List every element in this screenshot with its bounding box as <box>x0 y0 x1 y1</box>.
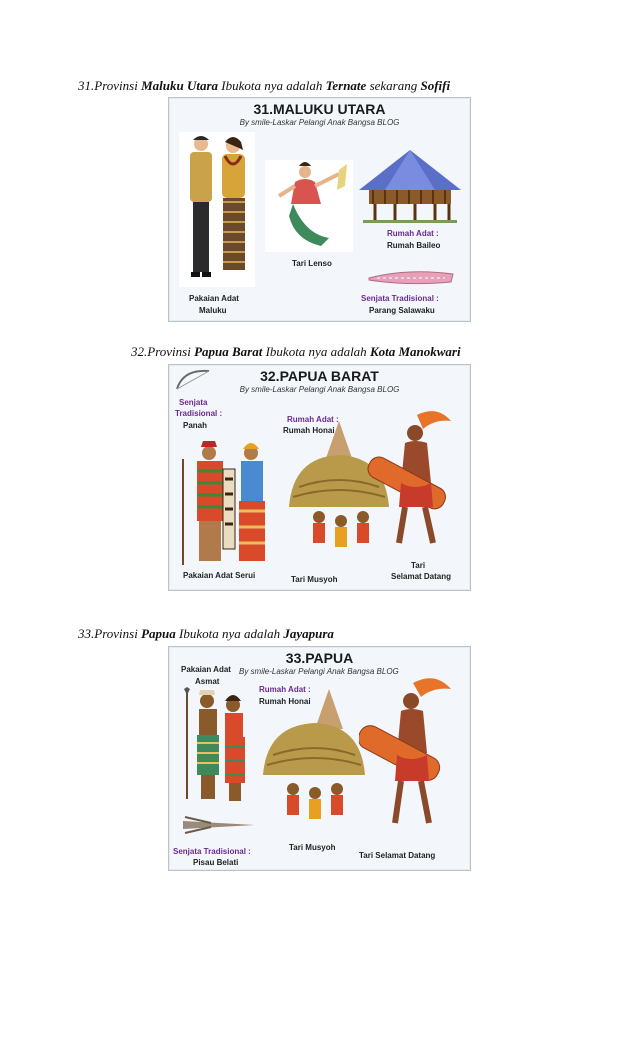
caption-maluku-utara <box>78 78 450 94</box>
senjata-label: Senjata Tradisional : <box>361 294 439 303</box>
caption-papua <box>78 626 334 642</box>
card-subtitle: By smile-Laskar Pelangi Anak Bangsa BLOG <box>239 385 400 394</box>
caption-middle: Ibukota nya adalah <box>262 344 370 359</box>
tari-selamat-datang-illustration <box>365 407 465 557</box>
pakaian-adat-serui-illustration <box>175 439 275 569</box>
caption-middle: Ibukota nya adalah <box>175 626 284 641</box>
pakaian-label: Pakaian Adat <box>189 294 239 303</box>
tari-selamat-datang-label: Tari Selamat Datang <box>359 851 436 860</box>
pisau-belati-illustration <box>181 813 261 837</box>
caption-number: 31. <box>78 78 95 93</box>
pakaian-region-label: Maluku <box>199 306 227 315</box>
tari-name-label: Selamat Datang <box>391 572 452 581</box>
rumah-label: Rumah Adat : <box>387 229 439 238</box>
papua-image <box>168 646 471 871</box>
pakaian-region-label: Asmat <box>195 677 220 686</box>
caption-prefix: Provinsi <box>94 626 142 641</box>
rumah-label: Rumah Adat : <box>259 685 311 694</box>
rumah-name-label: Rumah Honai <box>283 426 335 435</box>
caption-number: 33. <box>78 626 95 641</box>
province-name: Papua <box>141 626 176 641</box>
panah-icon <box>173 367 213 393</box>
tari-label: Tari <box>411 561 426 570</box>
pakaian-adat-asmat-illustration <box>179 687 251 803</box>
card-subtitle: By smile-Laskar Pelangi Anak Bangsa BLOG <box>239 118 400 127</box>
rumah-name-label: Rumah Honai <box>259 697 311 706</box>
card-title: 32.PAPUA BARAT <box>260 368 379 384</box>
caption-prefix: Provinsi <box>147 344 195 359</box>
senjata-label: Senjata <box>179 398 208 407</box>
capital-name: Jayapura <box>283 626 334 641</box>
pakaian-adat-illustration <box>177 132 257 287</box>
new-capital-name: Sofifi <box>420 78 451 93</box>
maluku-utara-image <box>168 97 471 322</box>
tari-selamat-datang-illustration <box>359 671 463 841</box>
senjata-label-2: Tradisional : <box>175 409 223 418</box>
pakaian-label: Pakaian Adat Serui <box>183 571 256 580</box>
caption-prefix: Provinsi <box>94 78 142 93</box>
capital-name: Ternate <box>325 78 367 93</box>
card-subtitle: By smile-Laskar Pelangi Anak Bangsa BLOG <box>239 667 399 676</box>
rumah-name-label: Rumah Baileo <box>387 241 441 250</box>
parang-salawaku-illustration <box>367 268 457 288</box>
senjata-name-label: Parang Salawaku <box>369 306 435 315</box>
rumah-honai-illustration <box>257 685 367 835</box>
rumah-baileo-illustration <box>355 146 465 226</box>
tari-label: Tari Lenso <box>292 259 332 268</box>
card-title: 31.MALUKU UTARA <box>253 101 386 117</box>
senjata-name-label: Pisau Belati <box>193 858 239 867</box>
caption-middle: Ibukota nya adalah <box>218 78 326 93</box>
pakaian-label: Pakaian Adat <box>181 665 231 674</box>
province-name: Papua Barat <box>194 344 263 359</box>
tari-musyoh-label: Tari Musyoh <box>289 843 336 852</box>
caption-papua-barat <box>131 344 461 360</box>
caption-suffix: sekarang <box>366 78 421 93</box>
senjata-name-label: Panah <box>183 421 208 430</box>
rumah-label: Rumah Adat : <box>287 415 339 424</box>
capital-name: Kota Manokwari <box>369 344 461 359</box>
papua-barat-image <box>168 364 471 591</box>
senjata-label: Senjata Tradisional : <box>173 847 251 856</box>
province-name: Maluku Utara <box>141 78 219 93</box>
tari-musyoh-label: Tari Musyoh <box>291 575 338 584</box>
tari-lenso-illustration <box>265 160 353 252</box>
caption-number: 32. <box>131 344 148 359</box>
card-title: 33.PAPUA <box>285 650 354 666</box>
